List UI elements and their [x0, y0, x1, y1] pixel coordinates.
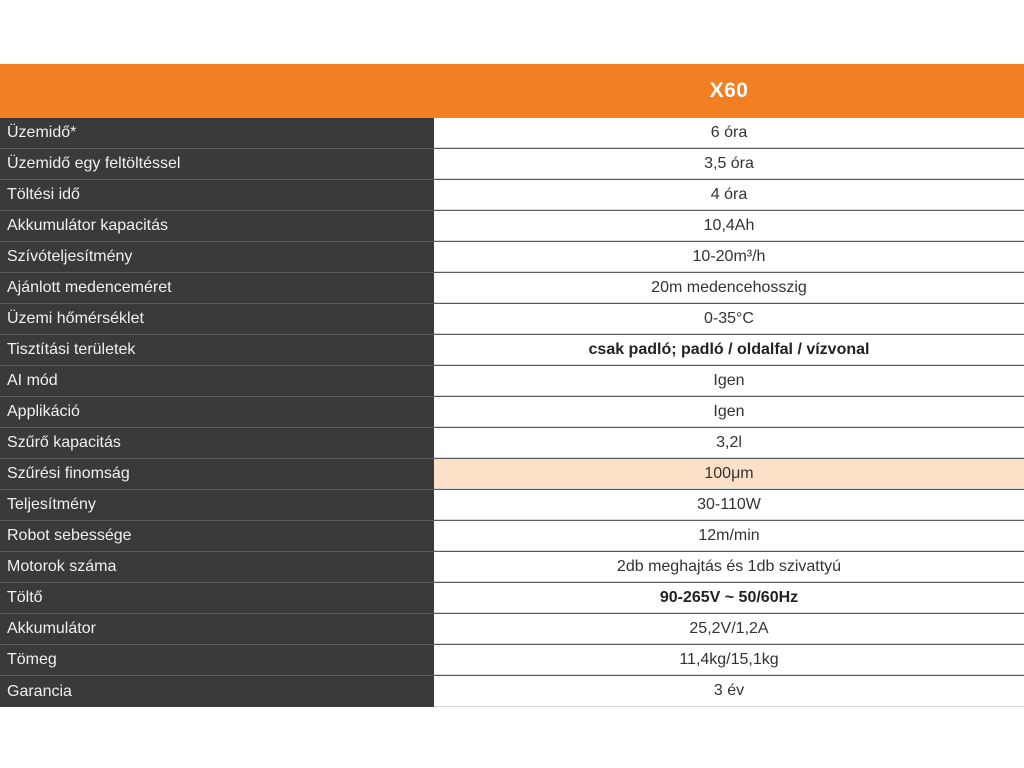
spec-table	[0, 64, 1024, 707]
row-value: csak padló; padló / oldalfal / vízvonal	[434, 335, 1024, 365]
table-header	[0, 64, 1024, 118]
table-row	[0, 180, 1024, 211]
row-value: 20m medencehosszig	[434, 273, 1024, 303]
table-row	[0, 304, 1024, 335]
table-row	[0, 211, 1024, 242]
row-label: Töltő	[0, 583, 434, 613]
row-label: Teljesítmény	[0, 490, 434, 520]
table-row	[0, 397, 1024, 428]
row-label: Akkumulátor kapacitás	[0, 211, 434, 241]
row-label: Ajánlott medenceméret	[0, 273, 434, 303]
row-label: Tisztítási területek	[0, 335, 434, 365]
row-label: Garancia	[0, 676, 434, 707]
table-row	[0, 366, 1024, 397]
row-label: Szűrő kapacitás	[0, 428, 434, 458]
table-row	[0, 583, 1024, 614]
row-value: Igen	[434, 366, 1024, 396]
row-value: Igen	[434, 397, 1024, 427]
row-value: 6 óra	[434, 118, 1024, 148]
row-label: Töltési idő	[0, 180, 434, 210]
table-row	[0, 490, 1024, 521]
row-value: 11,4kg/15,1kg	[434, 645, 1024, 675]
row-label: Applikáció	[0, 397, 434, 427]
row-label: Szívóteljesítmény	[0, 242, 434, 272]
table-row	[0, 118, 1024, 149]
row-value: 10,4Ah	[434, 211, 1024, 241]
table-row	[0, 459, 1024, 490]
row-label: Szűrési finomság	[0, 459, 434, 489]
row-label: Üzemi hőmérséklet	[0, 304, 434, 334]
row-label: Tömeg	[0, 645, 434, 675]
table-row	[0, 676, 1024, 707]
row-label: AI mód	[0, 366, 434, 396]
row-value: 3,5 óra	[434, 149, 1024, 179]
row-label: Akkumulátor	[0, 614, 434, 644]
table-row	[0, 614, 1024, 645]
table-row	[0, 645, 1024, 676]
header-spacer	[0, 64, 434, 118]
table-row	[0, 428, 1024, 459]
row-label: Robot sebessége	[0, 521, 434, 551]
row-value: 0-35°C	[434, 304, 1024, 334]
row-value: 30-110W	[434, 490, 1024, 520]
table-row	[0, 149, 1024, 180]
row-value: 12m/min	[434, 521, 1024, 551]
row-value: 4 óra	[434, 180, 1024, 210]
row-value: 3,2l	[434, 428, 1024, 458]
model-title: X60	[709, 79, 749, 102]
row-value: 100μm	[434, 459, 1024, 489]
table-row	[0, 242, 1024, 273]
table-row	[0, 552, 1024, 583]
row-value: 90-265V ~ 50/60Hz	[434, 583, 1024, 613]
row-value: 2db meghajtás és 1db szivattyú	[434, 552, 1024, 582]
table-row	[0, 335, 1024, 366]
row-value: 25,2V/1,2A	[434, 614, 1024, 644]
row-label: Motorok száma	[0, 552, 434, 582]
row-label: Üzemidő egy feltöltéssel	[0, 149, 434, 179]
row-value: 3 év	[434, 676, 1024, 707]
table-row	[0, 273, 1024, 304]
row-label: Üzemidő*	[0, 118, 434, 148]
spec-rows	[0, 118, 1024, 707]
table-row	[0, 521, 1024, 552]
row-value: 10-20m³/h	[434, 242, 1024, 272]
